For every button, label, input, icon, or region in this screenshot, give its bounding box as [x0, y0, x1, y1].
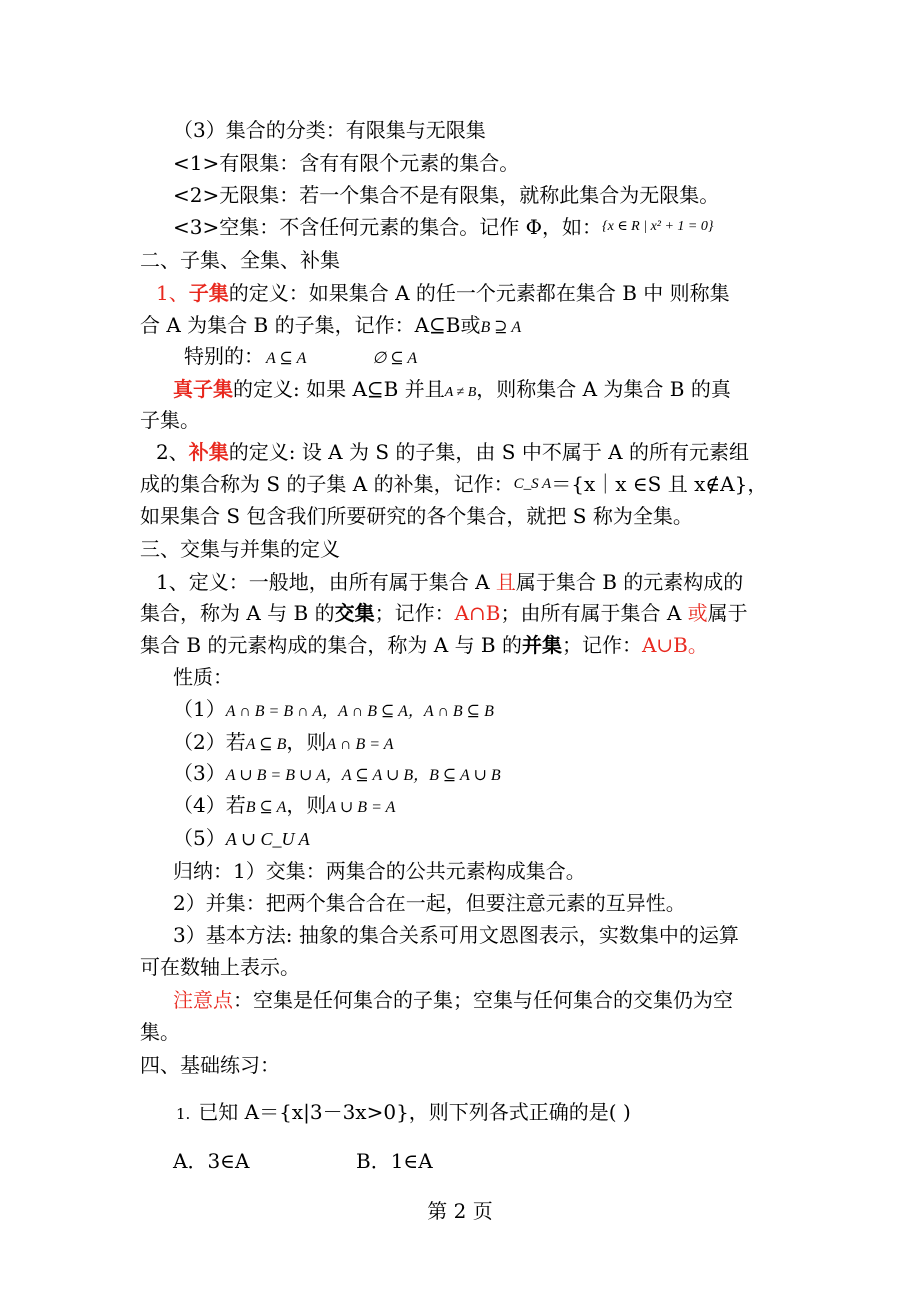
- property-5: [173, 825, 310, 852]
- proper-subset-line-1: [173, 376, 731, 406]
- definition-text-d: ；记作：: [374, 601, 455, 625]
- property-4-then: ，则: [286, 793, 327, 817]
- definition-text-g: 集合 B 的元素构成的集合，称为 A 与 B 的: [140, 633, 522, 657]
- note-line-2: 集。: [140, 1020, 180, 1044]
- option-b: B．1∈A: [356, 1149, 433, 1173]
- section-4-heading: 四、基础练习：: [140, 1053, 280, 1077]
- infinite-set-line: <2>无限集：若一个集合不是有限集，就称此集合为无限集。: [173, 183, 720, 207]
- superset-math: B ⊇ A: [480, 319, 522, 336]
- definition-text-h: ；记作：: [561, 633, 642, 657]
- property-2-math-1: A ⊆ B: [245, 736, 287, 753]
- property-2-math-2: A ∩ B = A: [326, 736, 394, 753]
- empty-set-example-math: {x ∈ R | x² + 1 = 0}: [602, 219, 714, 234]
- property-3: [173, 760, 501, 789]
- union-notation: A∪B。: [641, 633, 708, 657]
- definition-line-1: [156, 569, 743, 595]
- union-term: 并集: [521, 633, 562, 657]
- special-label: 特别的：: [184, 344, 264, 368]
- page-footer: 第 2 页: [427, 1199, 493, 1223]
- property-4-math-2: A ∪ B = A: [326, 799, 396, 816]
- definition-text-e: ；由所有属于集合 A: [500, 601, 688, 625]
- complement-set-builder: ＝{x｜x ∈S 且 x∉A}，: [551, 472, 768, 496]
- proper-subset-text-2: ，则称集合 A 为集合 B 的真: [476, 377, 731, 401]
- special-line: [184, 343, 417, 372]
- property-2-then: ，则: [286, 730, 327, 754]
- property-1: [173, 696, 494, 725]
- subset-def-text: 的定义：如果集合 A 的任一个元素都在集合 B 中 则称集: [228, 281, 730, 305]
- subset-def-line-1: [156, 280, 730, 306]
- complement-num: 2、: [156, 440, 189, 464]
- subset-notation-text: 合 A 为集合 B 的子集，记作：A⊆B或: [140, 313, 481, 337]
- question-1: [176, 1099, 631, 1127]
- complement-notation-text: 成的集合称为 S 的子集 A 的补集，记作：: [140, 472, 514, 496]
- property-5-num: （5）: [173, 826, 226, 850]
- note-term: 注意点: [173, 988, 233, 1012]
- universal-set-line: 如果集合 S 包含我们所要研究的各个集合，就把 S 称为全集。: [140, 504, 693, 528]
- complement-term: 补集: [188, 440, 229, 464]
- proper-subset-math: A ≠ B: [444, 385, 477, 400]
- complement-math: C_S A: [513, 476, 552, 492]
- property-5-math: A ∪ C_U A: [225, 829, 310, 849]
- empty-set-text: <3>空集：不含任何元素的集合。记作 Φ，如：: [173, 215, 602, 239]
- note-text: ：空集是任何集合的子集；空集与任何集合的交集仍为空: [233, 988, 733, 1012]
- definition-line-2: [140, 600, 748, 626]
- classification-heading: （3）集合的分类：有限集与无限集: [173, 118, 486, 142]
- summary-line-2: 2）并集：把两个集合合在一起，但要注意元素的互异性。: [173, 891, 686, 915]
- subset-term: 子集: [188, 281, 229, 305]
- property-2: [173, 729, 394, 758]
- complement-line-2: [140, 471, 767, 497]
- definition-text-f: 属于: [707, 601, 748, 625]
- empty-set-line: [173, 214, 713, 240]
- intersection-term: 交集: [334, 601, 375, 625]
- property-4: [173, 792, 395, 821]
- complement-def-text: 的定义: 设 A 为 S 的子集，由 S 中不属于 A 的所有元素组: [228, 440, 749, 464]
- or-word: 或: [687, 601, 708, 625]
- complement-line-1: [156, 439, 749, 465]
- property-1-num: （1）: [173, 697, 226, 721]
- section-3-heading: 三、交集与并集的定义: [140, 537, 340, 561]
- finite-set-line: <1>有限集：含有有限个元素的集合。: [173, 151, 520, 175]
- question-1-number: 1.: [176, 1105, 191, 1123]
- definition-text-b: 属于集合 B 的元素构成的: [515, 570, 744, 594]
- property-4-math-1: B ⊆ A: [245, 799, 287, 816]
- subset-def-line-2: [140, 312, 521, 341]
- proper-subset-line-2: 子集。: [140, 408, 200, 432]
- properties-label: 性质：: [173, 665, 233, 689]
- summary-line-4: 可在数轴上表示。: [140, 955, 300, 979]
- proper-subset-text-1: 的定义: 如果 A⊆B 并且: [233, 377, 445, 401]
- definition-text-a: 1、定义：一般地，由所有属于集合 A: [156, 570, 496, 594]
- summary-line-1: 归纳：1）交集：两集合的公共元素构成集合。: [173, 859, 586, 883]
- property-3-math: A ∪ B = B ∪ A，A ⊆ A ∪ B，B ⊆ A ∪ B: [225, 767, 501, 784]
- property-2-num: （2）若: [173, 730, 246, 754]
- summary-line-3: 3）基本方法: 抽象的集合关系可用文恩图表示，实数集中的运算: [173, 923, 739, 947]
- intersection-notation: A∩B: [454, 601, 501, 625]
- definition-text-c: 集合，称为 A 与 B 的: [140, 601, 335, 625]
- and-word: 且: [495, 570, 516, 594]
- note-line-1: [173, 987, 733, 1013]
- special-math-1: A ⊆ A: [266, 350, 307, 367]
- definition-line-3: [140, 632, 708, 658]
- proper-subset-term: 真子集: [173, 377, 233, 401]
- special-math-2: ∅ ⊆ A: [372, 350, 418, 367]
- section-2-heading: 二、子集、全集、补集: [140, 248, 340, 272]
- property-1-math: A ∩ B = B ∩ A，A ∩ B ⊆ A，A ∩ B ⊆ B: [225, 703, 494, 720]
- option-a: A．3∈A: [173, 1149, 250, 1173]
- property-3-num: （3）: [173, 761, 226, 785]
- question-1-text: 已知 A＝{x|3－3x>0}，则下列各式正确的是( ): [198, 1100, 631, 1124]
- property-4-num: （4）若: [173, 793, 246, 817]
- subset-num: 1、: [156, 281, 189, 305]
